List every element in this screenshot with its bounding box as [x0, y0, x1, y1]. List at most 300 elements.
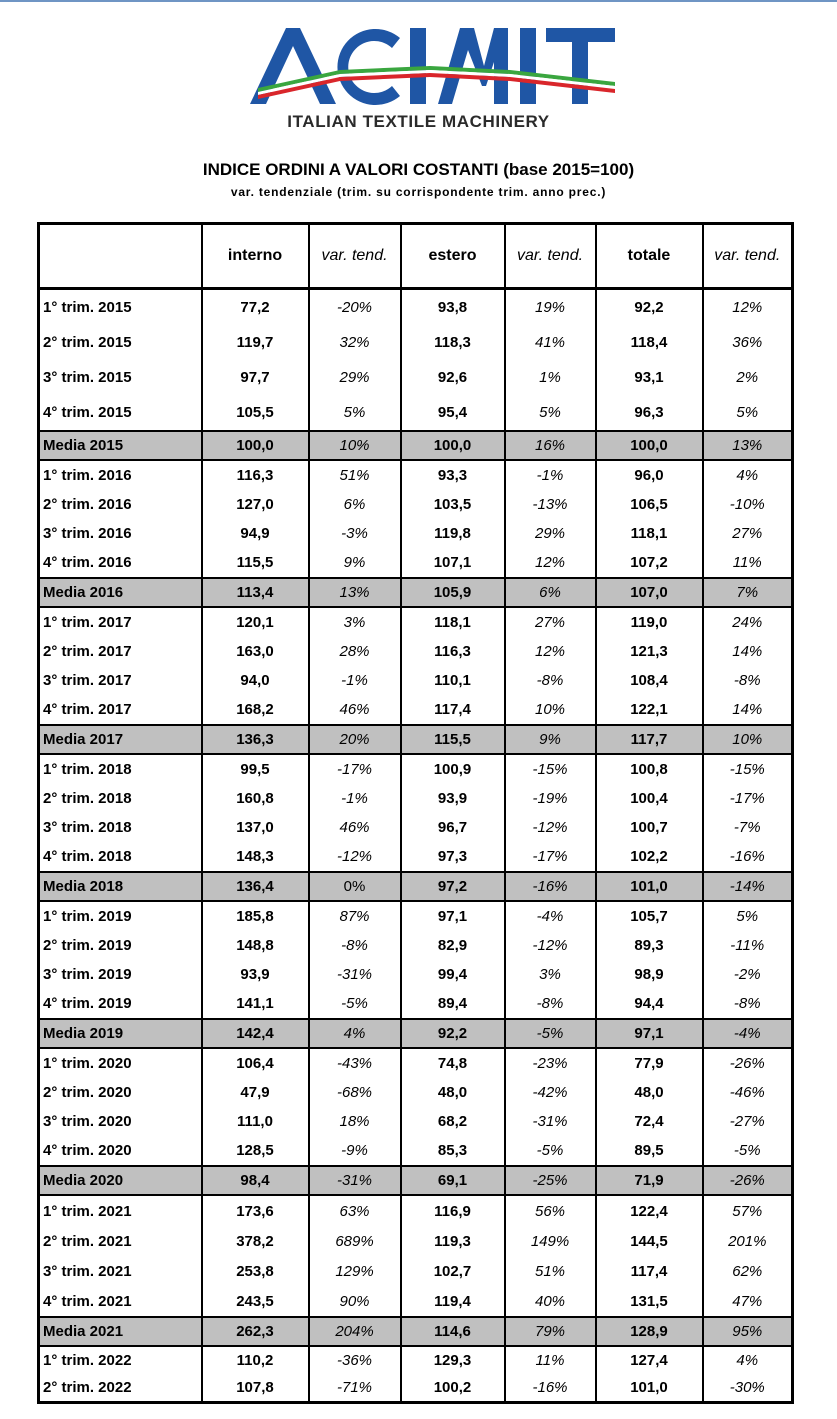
row-label: Media 2017 — [39, 725, 202, 754]
cell-var-tend-totale: -46% — [703, 1078, 793, 1107]
row-label: 4° trim. 2021 — [39, 1286, 202, 1317]
row-label: 1° trim. 2018 — [39, 754, 202, 784]
cell-interno: 116,3 — [202, 460, 309, 490]
table-row — [39, 607, 793, 637]
cell-estero: 93,3 — [401, 460, 505, 490]
table-row — [39, 1374, 793, 1403]
cell-interno: 113,4 — [202, 578, 309, 607]
cell-totale: 98,9 — [596, 960, 703, 989]
cell-estero: 119,4 — [401, 1286, 505, 1317]
cell-var-tend-interno: 87% — [309, 901, 401, 931]
row-label: 1° trim. 2015 — [39, 289, 202, 326]
cell-var-tend-estero: 149% — [505, 1226, 596, 1256]
cell-totale: 72,4 — [596, 1107, 703, 1136]
cell-interno: 115,5 — [202, 548, 309, 578]
table-row — [39, 360, 793, 395]
cell-totale: 107,0 — [596, 578, 703, 607]
cell-var-tend-estero: -19% — [505, 784, 596, 813]
cell-var-tend-totale: 2% — [703, 360, 793, 395]
table-row — [39, 519, 793, 548]
cell-var-tend-estero: -12% — [505, 931, 596, 960]
table-row — [39, 325, 793, 360]
cell-var-tend-estero: 51% — [505, 1256, 596, 1286]
cell-var-tend-totale: -7% — [703, 813, 793, 842]
cell-totale: 96,3 — [596, 395, 703, 431]
row-label: 2° trim. 2018 — [39, 784, 202, 813]
table-row — [39, 989, 793, 1019]
cell-totale: 127,4 — [596, 1346, 703, 1374]
page-subtitle: var. tendenziale (trim. su corrispondente trim. anno prec.) — [230, 185, 607, 199]
cell-interno: 168,2 — [202, 695, 309, 725]
table-row — [39, 695, 793, 725]
cell-var-tend-interno: 204% — [309, 1317, 401, 1346]
cell-interno: 142,4 — [202, 1019, 309, 1048]
cell-var-tend-estero: 16% — [505, 431, 596, 460]
cell-interno: 119,7 — [202, 325, 309, 360]
cell-interno: 163,0 — [202, 637, 309, 666]
cell-var-tend-totale: 4% — [703, 460, 793, 490]
table-row — [39, 1195, 793, 1226]
cell-interno: 173,6 — [202, 1195, 309, 1226]
cell-totale: 105,7 — [596, 901, 703, 931]
cell-var-tend-totale: -26% — [703, 1166, 793, 1195]
cell-estero: 110,1 — [401, 666, 505, 695]
cell-var-tend-interno: 6% — [309, 490, 401, 519]
cell-interno: 100,0 — [202, 431, 309, 460]
page-title: INDICE ORDINI A VALORI COSTANTI (base 2015=100) — [202, 160, 635, 179]
cell-var-tend-estero: 5% — [505, 395, 596, 431]
cell-var-tend-totale: 10% — [703, 725, 793, 754]
cell-totale: 89,3 — [596, 931, 703, 960]
cell-var-tend-interno: -1% — [309, 666, 401, 695]
cell-totale: 131,5 — [596, 1286, 703, 1317]
cell-var-tend-interno: -31% — [309, 1166, 401, 1195]
table-row — [39, 666, 793, 695]
cell-interno: 185,8 — [202, 901, 309, 931]
cell-var-tend-estero: -12% — [505, 813, 596, 842]
table-row — [39, 1136, 793, 1166]
cell-var-tend-totale: 57% — [703, 1195, 793, 1226]
table-row — [39, 395, 793, 431]
cell-var-tend-totale: -15% — [703, 754, 793, 784]
cell-var-tend-totale: 95% — [703, 1317, 793, 1346]
cell-interno: 378,2 — [202, 1226, 309, 1256]
cell-totale: 118,1 — [596, 519, 703, 548]
cell-var-tend-totale: -17% — [703, 784, 793, 813]
cell-var-tend-estero: -16% — [505, 872, 596, 901]
cell-interno: 253,8 — [202, 1256, 309, 1286]
cell-totale: 128,9 — [596, 1317, 703, 1346]
cell-interno: 243,5 — [202, 1286, 309, 1317]
cell-estero: 102,7 — [401, 1256, 505, 1286]
cell-totale: 144,5 — [596, 1226, 703, 1256]
cell-estero: 97,1 — [401, 901, 505, 931]
cell-var-tend-interno: -36% — [309, 1346, 401, 1374]
cell-totale: 122,4 — [596, 1195, 703, 1226]
cell-estero: 97,2 — [401, 872, 505, 901]
cell-var-tend-interno: -8% — [309, 931, 401, 960]
cell-estero: 105,9 — [401, 578, 505, 607]
cell-var-tend-totale: 14% — [703, 637, 793, 666]
cell-interno: 94,9 — [202, 519, 309, 548]
row-label: 4° trim. 2020 — [39, 1136, 202, 1166]
cell-interno: 148,8 — [202, 931, 309, 960]
cell-interno: 105,5 — [202, 395, 309, 431]
cell-interno: 160,8 — [202, 784, 309, 813]
cell-var-tend-totale: -5% — [703, 1136, 793, 1166]
row-label: 3° trim. 2018 — [39, 813, 202, 842]
cell-var-tend-interno: 46% — [309, 695, 401, 725]
logo-letter-t — [546, 28, 615, 104]
cell-var-tend-interno: 32% — [309, 325, 401, 360]
cell-estero: 92,6 — [401, 360, 505, 395]
logo-letter-i — [410, 28, 426, 104]
row-label: Media 2015 — [39, 431, 202, 460]
cell-var-tend-interno: 10% — [309, 431, 401, 460]
cell-estero: 116,9 — [401, 1195, 505, 1226]
table-row — [39, 1078, 793, 1107]
cell-var-tend-interno: -43% — [309, 1048, 401, 1078]
cell-var-tend-estero: 19% — [505, 289, 596, 326]
cell-interno: 136,3 — [202, 725, 309, 754]
row-label: Media 2019 — [39, 1019, 202, 1048]
row-label: Media 2021 — [39, 1317, 202, 1346]
cell-totale: 107,2 — [596, 548, 703, 578]
cell-var-tend-interno: -31% — [309, 960, 401, 989]
cell-totale: 92,2 — [596, 289, 703, 326]
cell-estero: 100,2 — [401, 1374, 505, 1403]
cell-totale: 122,1 — [596, 695, 703, 725]
cell-var-tend-estero: -31% — [505, 1107, 596, 1136]
table-row — [39, 1107, 793, 1136]
cell-var-tend-estero: 11% — [505, 1346, 596, 1374]
logo-letter-m — [438, 28, 508, 104]
row-label: 3° trim. 2017 — [39, 666, 202, 695]
table-row-media — [39, 725, 793, 754]
cell-var-tend-interno: 28% — [309, 637, 401, 666]
cell-var-tend-interno: -71% — [309, 1374, 401, 1403]
cell-interno: 98,4 — [202, 1166, 309, 1195]
cell-estero: 74,8 — [401, 1048, 505, 1078]
cell-interno: 99,5 — [202, 754, 309, 784]
cell-estero: 100,0 — [401, 431, 505, 460]
cell-var-tend-estero: -25% — [505, 1166, 596, 1195]
cell-estero: 89,4 — [401, 989, 505, 1019]
cell-var-tend-totale: -8% — [703, 666, 793, 695]
table-row — [39, 289, 793, 326]
cell-var-tend-estero: -5% — [505, 1136, 596, 1166]
cell-interno: 262,3 — [202, 1317, 309, 1346]
cell-interno: 127,0 — [202, 490, 309, 519]
cell-totale: 96,0 — [596, 460, 703, 490]
cell-var-tend-interno: 90% — [309, 1286, 401, 1317]
cell-estero: 95,4 — [401, 395, 505, 431]
cell-var-tend-estero: -17% — [505, 842, 596, 872]
table-row — [39, 960, 793, 989]
table-header-row — [39, 224, 793, 289]
cell-interno: 106,4 — [202, 1048, 309, 1078]
cell-totale: 119,0 — [596, 607, 703, 637]
header-estero: estero — [401, 224, 505, 289]
cell-var-tend-totale: -26% — [703, 1048, 793, 1078]
table-row-media — [39, 1317, 793, 1346]
table-row-media — [39, 1166, 793, 1195]
table-row-media — [39, 872, 793, 901]
cell-var-tend-estero: 27% — [505, 607, 596, 637]
cell-var-tend-interno: -20% — [309, 289, 401, 326]
cell-var-tend-totale: 24% — [703, 607, 793, 637]
cell-totale: 101,0 — [596, 872, 703, 901]
row-label: 3° trim. 2019 — [39, 960, 202, 989]
table-row — [39, 490, 793, 519]
cell-var-tend-estero: 56% — [505, 1195, 596, 1226]
cell-estero: 93,9 — [401, 784, 505, 813]
row-label: 1° trim. 2019 — [39, 901, 202, 931]
row-label: 1° trim. 2016 — [39, 460, 202, 490]
cell-estero: 97,3 — [401, 842, 505, 872]
cell-interno: 136,4 — [202, 872, 309, 901]
cell-var-tend-interno: 0% — [309, 872, 401, 901]
cell-var-tend-estero: -8% — [505, 989, 596, 1019]
cell-var-tend-totale: 27% — [703, 519, 793, 548]
table-row — [39, 931, 793, 960]
cell-estero: 118,3 — [401, 325, 505, 360]
cell-var-tend-interno: -68% — [309, 1078, 401, 1107]
cell-estero: 82,9 — [401, 931, 505, 960]
cell-estero: 103,5 — [401, 490, 505, 519]
table-row-media — [39, 1019, 793, 1048]
cell-var-tend-estero: -1% — [505, 460, 596, 490]
cell-estero: 114,6 — [401, 1317, 505, 1346]
table-row — [39, 842, 793, 872]
cell-interno: 47,9 — [202, 1078, 309, 1107]
cell-var-tend-totale: -30% — [703, 1374, 793, 1403]
cell-var-tend-estero: 79% — [505, 1317, 596, 1346]
cell-totale: 77,9 — [596, 1048, 703, 1078]
cell-var-tend-totale: 36% — [703, 325, 793, 360]
row-label: Media 2020 — [39, 1166, 202, 1195]
cell-var-tend-interno: -9% — [309, 1136, 401, 1166]
header-var-tend-totale: var. tend. — [703, 224, 793, 289]
cell-estero: 118,1 — [401, 607, 505, 637]
row-label: 2° trim. 2016 — [39, 490, 202, 519]
table-row — [39, 1286, 793, 1317]
cell-var-tend-totale: -10% — [703, 490, 793, 519]
cell-interno: 141,1 — [202, 989, 309, 1019]
cell-totale: 100,0 — [596, 431, 703, 460]
row-label: 4° trim. 2018 — [39, 842, 202, 872]
cell-estero: 93,8 — [401, 289, 505, 326]
cell-var-tend-interno: -1% — [309, 784, 401, 813]
cell-var-tend-totale: -14% — [703, 872, 793, 901]
cell-var-tend-estero: 9% — [505, 725, 596, 754]
cell-var-tend-interno: -17% — [309, 754, 401, 784]
cell-var-tend-estero: 29% — [505, 519, 596, 548]
cell-totale: 93,1 — [596, 360, 703, 395]
table-row — [39, 901, 793, 931]
cell-var-tend-totale: 13% — [703, 431, 793, 460]
cell-estero: 107,1 — [401, 548, 505, 578]
cell-var-tend-interno: 5% — [309, 395, 401, 431]
cell-estero: 116,3 — [401, 637, 505, 666]
row-label: 3° trim. 2020 — [39, 1107, 202, 1136]
cell-estero: 115,5 — [401, 725, 505, 754]
logo-letter-c — [337, 29, 400, 105]
cell-estero: 99,4 — [401, 960, 505, 989]
cell-var-tend-interno: 689% — [309, 1226, 401, 1256]
cell-interno: 137,0 — [202, 813, 309, 842]
cell-estero: 68,2 — [401, 1107, 505, 1136]
header-totale: totale — [596, 224, 703, 289]
row-label: 2° trim. 2019 — [39, 931, 202, 960]
cell-var-tend-estero: 10% — [505, 695, 596, 725]
cell-var-tend-totale: 62% — [703, 1256, 793, 1286]
cell-totale: 100,7 — [596, 813, 703, 842]
cell-var-tend-totale: 11% — [703, 548, 793, 578]
cell-var-tend-totale: -11% — [703, 931, 793, 960]
cell-var-tend-totale: 4% — [703, 1346, 793, 1374]
row-label: 4° trim. 2019 — [39, 989, 202, 1019]
cell-var-tend-estero: -42% — [505, 1078, 596, 1107]
cell-interno: 110,2 — [202, 1346, 309, 1374]
top-border-line — [0, 0, 837, 2]
table-row — [39, 754, 793, 784]
cell-var-tend-totale: 7% — [703, 578, 793, 607]
cell-totale: 117,4 — [596, 1256, 703, 1286]
cell-var-tend-interno: 4% — [309, 1019, 401, 1048]
cell-totale: 97,1 — [596, 1019, 703, 1048]
cell-estero: 119,3 — [401, 1226, 505, 1256]
cell-totale: 71,9 — [596, 1166, 703, 1195]
cell-var-tend-interno: 13% — [309, 578, 401, 607]
cell-estero: 69,1 — [401, 1166, 505, 1195]
cell-var-tend-totale: -8% — [703, 989, 793, 1019]
cell-var-tend-estero: -5% — [505, 1019, 596, 1048]
cell-var-tend-totale: -2% — [703, 960, 793, 989]
table-row-media — [39, 431, 793, 460]
cell-interno: 77,2 — [202, 289, 309, 326]
cell-interno: 94,0 — [202, 666, 309, 695]
cell-var-tend-totale: 47% — [703, 1286, 793, 1317]
table-row-media — [39, 578, 793, 607]
logo-tagline: ITALIAN TEXTILE MACHINERY — [287, 112, 550, 131]
orders-index-table — [37, 222, 794, 1404]
cell-estero: 119,8 — [401, 519, 505, 548]
cell-totale: 48,0 — [596, 1078, 703, 1107]
row-label: 4° trim. 2015 — [39, 395, 202, 431]
cell-interno: 97,7 — [202, 360, 309, 395]
cell-var-tend-interno: 29% — [309, 360, 401, 395]
cell-estero: 129,3 — [401, 1346, 505, 1374]
row-label: Media 2018 — [39, 872, 202, 901]
cell-interno: 107,8 — [202, 1374, 309, 1403]
row-label: 1° trim. 2020 — [39, 1048, 202, 1078]
cell-totale: 100,4 — [596, 784, 703, 813]
table-row — [39, 1256, 793, 1286]
cell-var-tend-interno: 20% — [309, 725, 401, 754]
cell-var-tend-totale: 5% — [703, 901, 793, 931]
cell-var-tend-estero: 40% — [505, 1286, 596, 1317]
cell-var-tend-estero: -8% — [505, 666, 596, 695]
cell-estero: 96,7 — [401, 813, 505, 842]
cell-totale: 94,4 — [596, 989, 703, 1019]
header-interno: interno — [202, 224, 309, 289]
row-label: 1° trim. 2022 — [39, 1346, 202, 1374]
header-var-tend-estero: var. tend. — [505, 224, 596, 289]
row-label: 2° trim. 2017 — [39, 637, 202, 666]
cell-var-tend-interno: 18% — [309, 1107, 401, 1136]
cell-estero: 117,4 — [401, 695, 505, 725]
cell-var-tend-estero: 3% — [505, 960, 596, 989]
cell-var-tend-interno: 46% — [309, 813, 401, 842]
cell-var-tend-estero: 12% — [505, 637, 596, 666]
cell-estero: 100,9 — [401, 754, 505, 784]
cell-interno: 93,9 — [202, 960, 309, 989]
cell-totale: 108,4 — [596, 666, 703, 695]
cell-var-tend-estero: -13% — [505, 490, 596, 519]
cell-var-tend-totale: -16% — [703, 842, 793, 872]
cell-var-tend-interno: -5% — [309, 989, 401, 1019]
cell-totale: 117,7 — [596, 725, 703, 754]
row-label: 3° trim. 2021 — [39, 1256, 202, 1286]
header-var-tend-interno: var. tend. — [309, 224, 401, 289]
cell-totale: 118,4 — [596, 325, 703, 360]
cell-var-tend-interno: 9% — [309, 548, 401, 578]
cell-var-tend-estero: -16% — [505, 1374, 596, 1403]
row-label: 2° trim. 2021 — [39, 1226, 202, 1256]
cell-var-tend-interno: -3% — [309, 519, 401, 548]
cell-var-tend-interno: 3% — [309, 607, 401, 637]
row-label: 2° trim. 2020 — [39, 1078, 202, 1107]
table-row — [39, 1048, 793, 1078]
row-label: 2° trim. 2022 — [39, 1374, 202, 1403]
table-row — [39, 1346, 793, 1374]
row-label: 3° trim. 2016 — [39, 519, 202, 548]
cell-estero: 85,3 — [401, 1136, 505, 1166]
row-label: Media 2016 — [39, 578, 202, 607]
row-label: 4° trim. 2016 — [39, 548, 202, 578]
cell-totale: 106,5 — [596, 490, 703, 519]
table-row — [39, 1226, 793, 1256]
table-row — [39, 548, 793, 578]
row-label: 1° trim. 2021 — [39, 1195, 202, 1226]
cell-var-tend-interno: 63% — [309, 1195, 401, 1226]
table-row — [39, 637, 793, 666]
table-row — [39, 784, 793, 813]
cell-var-tend-estero: -15% — [505, 754, 596, 784]
cell-var-tend-estero: -4% — [505, 901, 596, 931]
cell-estero: 48,0 — [401, 1078, 505, 1107]
cell-var-tend-totale: -27% — [703, 1107, 793, 1136]
cell-interno: 111,0 — [202, 1107, 309, 1136]
header-label — [39, 224, 202, 289]
cell-totale: 102,2 — [596, 842, 703, 872]
cell-var-tend-totale: 5% — [703, 395, 793, 431]
logo-letter-i2 — [520, 28, 536, 104]
row-label: 1° trim. 2017 — [39, 607, 202, 637]
cell-var-tend-interno: 51% — [309, 460, 401, 490]
cell-var-tend-totale: 14% — [703, 695, 793, 725]
acimit-logo — [250, 26, 615, 112]
row-label: 3° trim. 2015 — [39, 360, 202, 395]
table-row — [39, 813, 793, 842]
cell-estero: 92,2 — [401, 1019, 505, 1048]
table-row — [39, 460, 793, 490]
cell-interno: 128,5 — [202, 1136, 309, 1166]
cell-totale: 89,5 — [596, 1136, 703, 1166]
cell-var-tend-totale: -4% — [703, 1019, 793, 1048]
cell-var-tend-interno: -12% — [309, 842, 401, 872]
